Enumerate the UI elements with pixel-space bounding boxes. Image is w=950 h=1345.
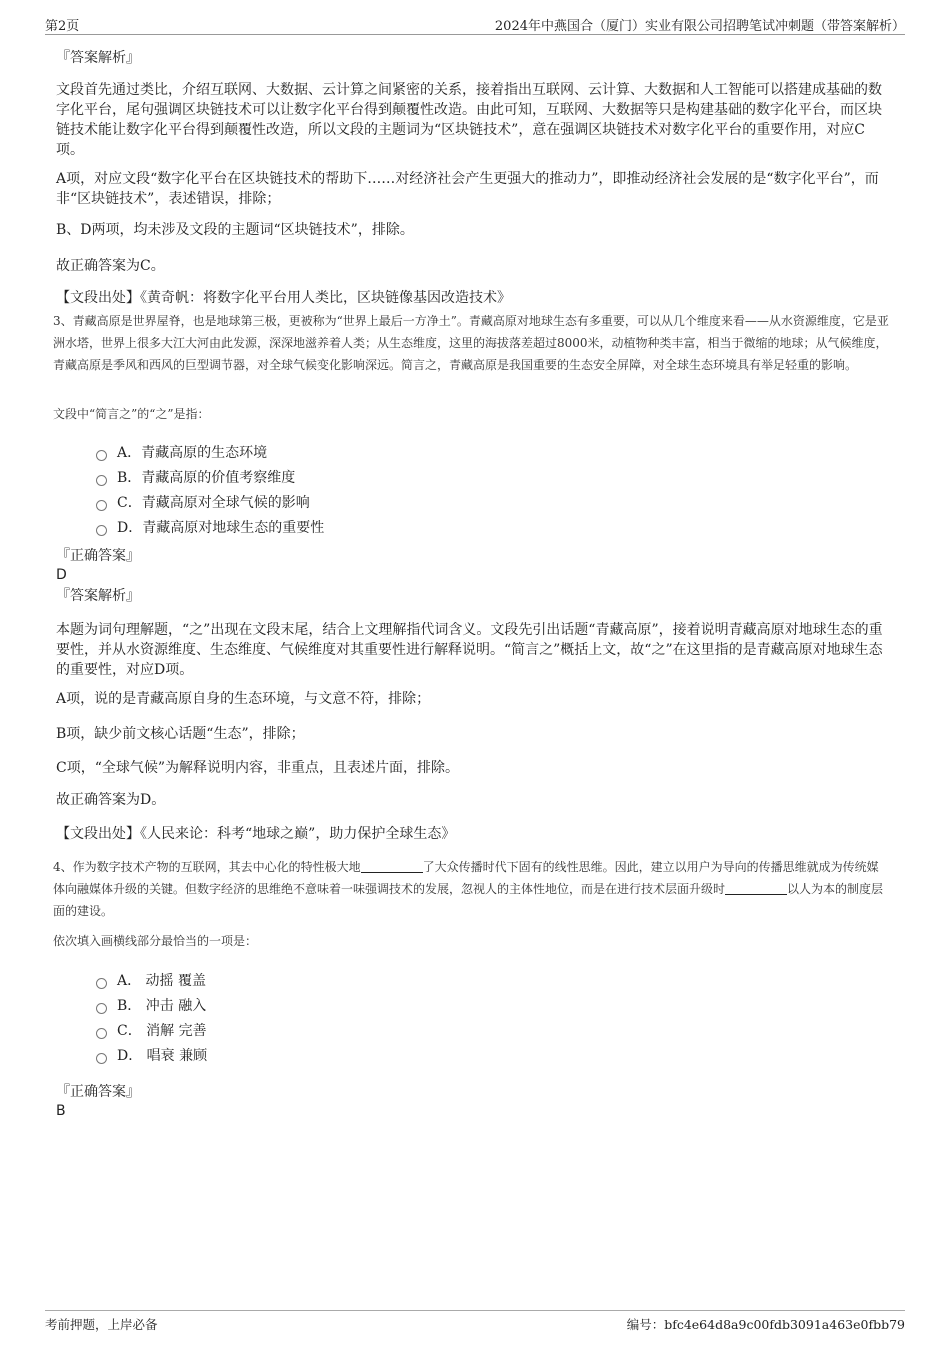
q3-analysis-text: 本题为词句理解题，“之”出现在文段末尾，结合上文理解指代词含义。文段先引出话题“青藏高原”，接着说明青藏高原对地球生态的重要性，并从水资源维度、生态维度、气候维度对其重要性进行解释说明。“简言之”概括上文，故“之”在这里指的是青藏高原对地球生态的重要性，对应D项。 (56, 622, 883, 678)
q2-a-note: A项，对应文段“数字化平台在区块链技术的帮助下……对经济社会产生更强大的推动力”，即推动经济社会发展的是“数字化平台”，而非“区块链技术”，表述错误，排除； (56, 171, 879, 207)
q4-question: 依次填入画横线部分最恰当的一项是： (53, 934, 258, 948)
q3-answer: D (56, 567, 67, 583)
fill-blank-2 (725, 880, 787, 895)
q3-stem: 3、青藏高原是世界屋脊，也是地球第三极，更被称为“世界上最后一方净土”。青藏高原对地球生态有多重要，可以从几个维度来看——从水资源维度，它是亚洲水塔，世界上很多大江大河由此发源，深深地滋养着人类；从生态维度，这里的海拔落差超过8000米，动植物种类丰富，相当于微缩的地球；从气候维度，青藏高原是季风和西风的巨型调节器，对全球气候变化影响深远。简言之，青藏高原是我国重要的生态安全屏障，对全球生态环境具有举足轻重的影响。 (53, 314, 889, 372)
q3-question: 文段中“简言之”的“之”是指： (53, 407, 210, 421)
q3-b-note: B项，缺少前文核心话题“生态”，排除； (56, 726, 305, 742)
q4-answer-label: 『正确答案』 (56, 1084, 140, 1100)
q4-stem: 4、作为数字技术产物的互联网，其去中心化的特性极大地 了大众传播时代下固有的线性思维。因此，建立以用户为导向的传播思维就成为传统媒体向融媒体升级的关键。但数字经济的思维绝不意味着一味强调技术的发展，忽视人的主体性地位，而是在进行技术层面升级时 以人为本的制度层面的建设。 (53, 860, 884, 918)
q3-option-d[interactable]: D．青藏高原对地球生态的重要性 (96, 515, 656, 540)
radio-icon[interactable] (96, 500, 107, 511)
q4-option-c[interactable]: C． 消解 完善 (96, 1018, 656, 1043)
document-title: 2024年中燕国合（厦门）实业有限公司招聘笔试冲刺题（带答案解析） (494, 19, 905, 34)
q3-option-b[interactable]: B．青藏高原的价值考察维度 (96, 465, 656, 490)
radio-icon[interactable] (96, 1003, 107, 1014)
q3-options (56, 440, 656, 540)
q4-option-d[interactable]: D． 唱衰 兼顾 (96, 1043, 656, 1068)
q4-option-b[interactable]: B． 冲击 融入 (96, 993, 656, 1018)
radio-icon[interactable] (96, 450, 107, 461)
q3-answer-label: 『正确答案』 (56, 548, 140, 564)
q2-analysis-text: 文段首先通过类比，介绍互联网、大数据、云计算之间紧密的关系，接着指出互联网、云计算、大数据和人工智能可以搭建成基础的数字化平台，尾句强调区块链技术可以让数字化平台得到颠覆性改造。由此可知，互联网、大数据等只是构建基础的数字化平台，而区块链技术能让数字化平台得到颠覆性改造，所以文段的主题词为“区块链技术”，意在强调区块链技术对数字化平台的重要作用，对应C项。 (56, 82, 882, 158)
q4-option-a[interactable]: A． 动摇 覆盖 (96, 968, 656, 993)
page-header (45, 12, 905, 35)
radio-icon[interactable] (96, 525, 107, 536)
q2-bd-note: B、D两项，均未涉及文段的主题词“区块链技术”，排除。 (56, 222, 414, 238)
q3-conclusion: 故正确答案为D。 (56, 792, 166, 808)
fill-blank-1 (361, 858, 423, 873)
page-footer (45, 1310, 905, 1332)
q2-analysis-label: 『答案解析』 (56, 50, 140, 66)
radio-icon[interactable] (96, 1028, 107, 1039)
q2-source: 【文段出处】《黄奇帆：将数字化平台用人类比，区块链像基因改造技术》 (56, 290, 511, 306)
q2-conclusion: 故正确答案为C。 (56, 258, 165, 274)
q3-analysis-label: 『答案解析』 (56, 588, 140, 604)
page-number: 第2页 (45, 19, 80, 34)
q4-answer: B (56, 1103, 66, 1119)
q3-option-a[interactable]: A．青藏高原的生态环境 (96, 440, 656, 465)
document-code: 编号：bfc4e64d8a9c00fdb3091a463e0fbb79 (626, 1317, 905, 1332)
q3-source: 【文段出处】《人民来论：科考“地球之巅”，助力保护全球生态》 (56, 826, 456, 842)
q3-c-note: C项，“全球气候”为解释说明内容，非重点，且表述片面，排除。 (56, 760, 460, 776)
footer-slogan: 考前押题，上岸必备 (45, 1317, 158, 1332)
q3-option-c[interactable]: C．青藏高原对全球气候的影响 (96, 490, 656, 515)
q3-a-note: A项，说的是青藏高原自身的生态环境，与文意不符，排除； (56, 691, 431, 707)
q4-options (56, 968, 656, 1068)
radio-icon[interactable] (96, 978, 107, 989)
radio-icon[interactable] (96, 1053, 107, 1064)
radio-icon[interactable] (96, 475, 107, 486)
